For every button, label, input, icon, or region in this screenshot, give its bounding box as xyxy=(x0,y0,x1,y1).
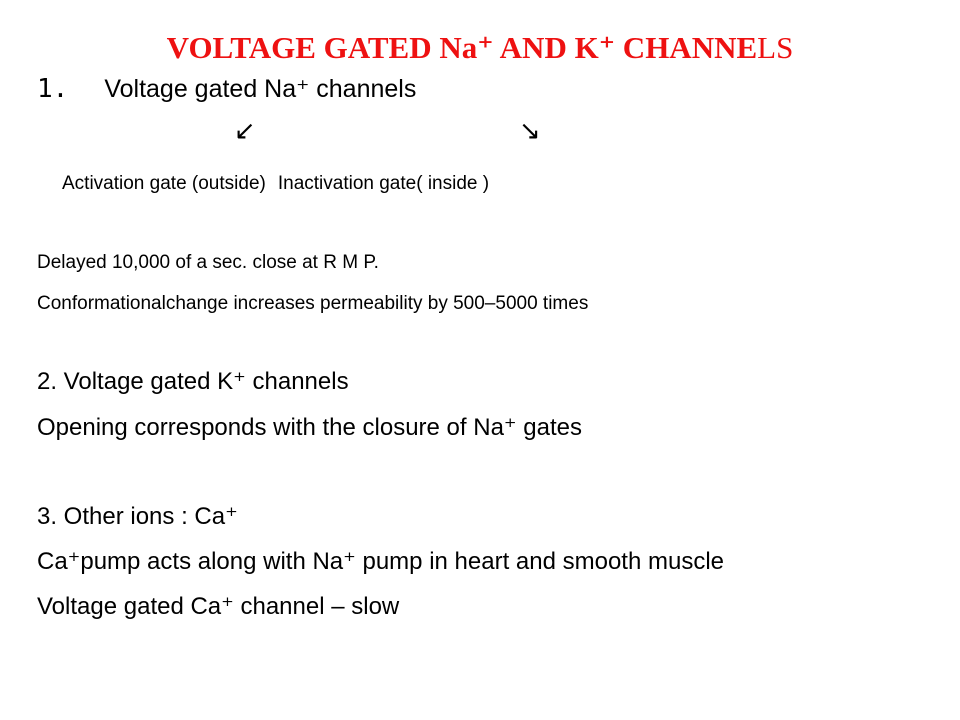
arrow-down-left-icon: ↙ xyxy=(234,116,256,146)
other-ions-heading: 3. Other ions : Ca⁺ xyxy=(37,503,238,530)
gates-line xyxy=(62,173,489,195)
ca-pump-text: Ca⁺pump acts along with Na⁺ pump in heart and smooth muscle xyxy=(37,548,725,575)
k-opening-text: Opening corresponds with the closure of Na⁺ gates xyxy=(37,414,582,441)
ca-channel-text: Voltage gated Ca⁺ channel – slow xyxy=(37,593,400,620)
k-channels-heading: 2. Voltage gated K⁺ channels xyxy=(37,368,349,395)
na-section-number: 1. xyxy=(37,74,69,104)
slide-title-end: LS xyxy=(757,30,794,65)
slide-title xyxy=(0,30,960,66)
conformation-text: Conformationalchange increases permeability by 500–5000 times xyxy=(37,293,589,314)
na-channels-heading xyxy=(37,74,416,104)
na-section-heading: Voltage gated Na⁺ channels xyxy=(104,75,417,103)
activation-gate-label: Activation gate (outside) xyxy=(62,173,266,194)
inactivation-gate-label: Inactivation gate( inside ) xyxy=(277,173,490,194)
delay-text: Delayed 10,000 of a sec. close at R M P. xyxy=(37,252,379,273)
arrow-down-right-icon: ↘ xyxy=(519,116,541,146)
slide-title-main: VOLTAGE GATED Na⁺ AND K⁺ CHANNE xyxy=(166,30,758,65)
